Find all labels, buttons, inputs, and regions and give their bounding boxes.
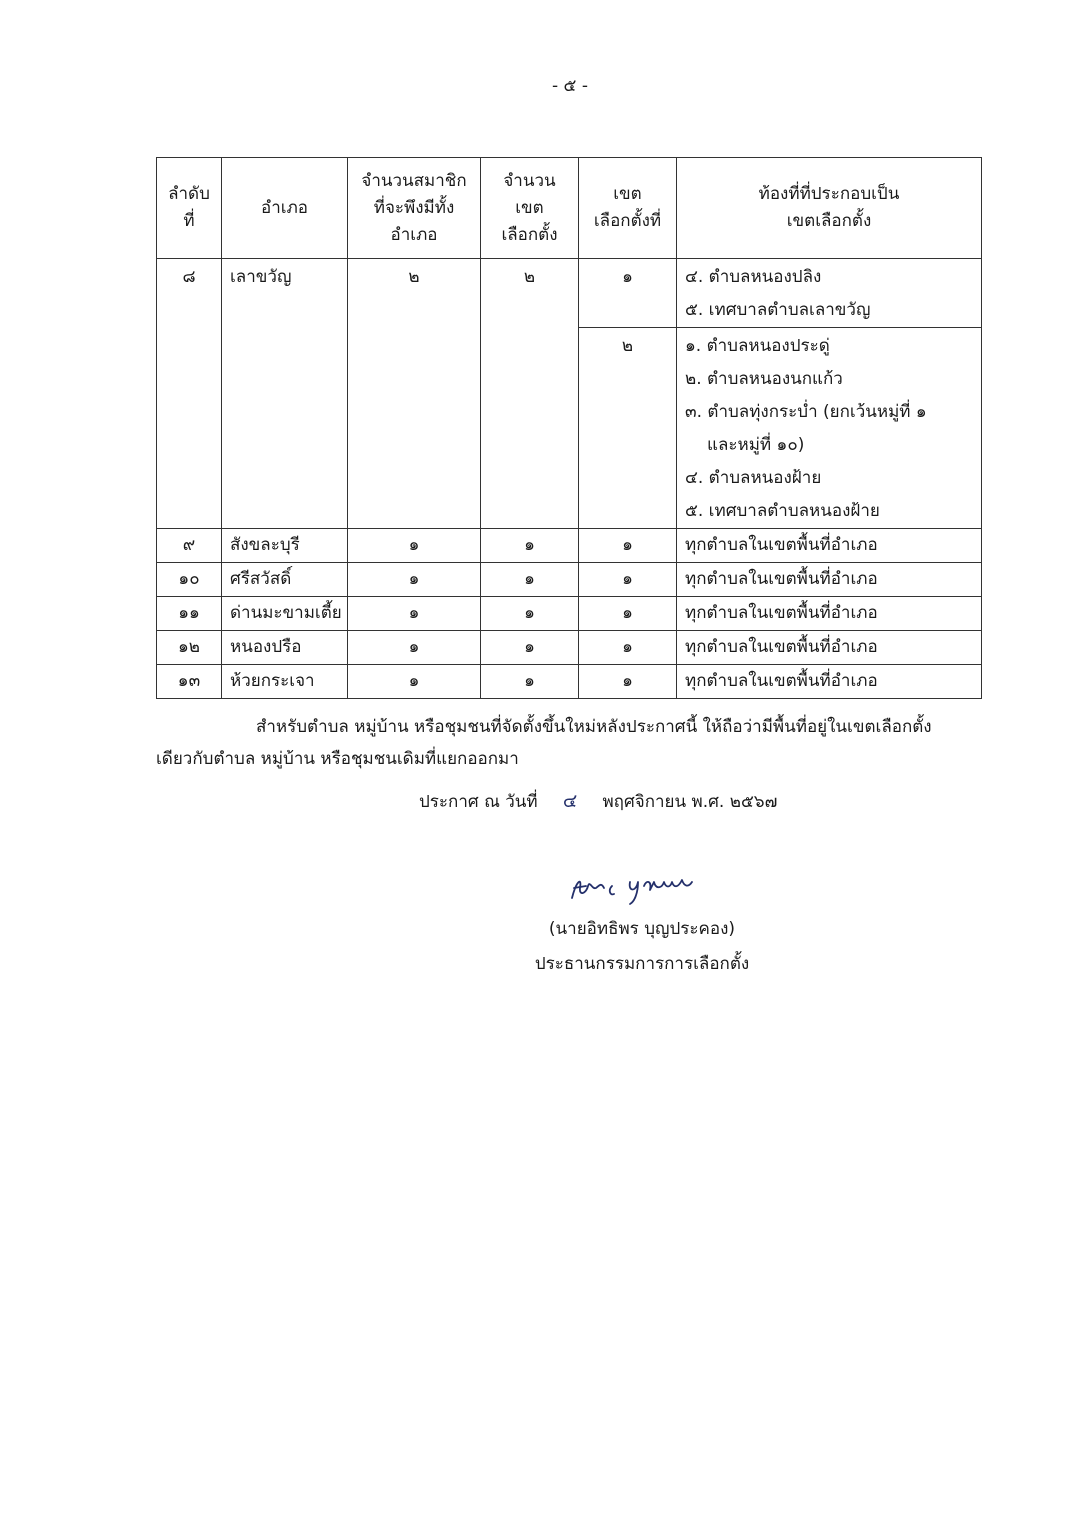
note-line-2: เดียวกับตำบล หมู่บ้าน หรือชุมชนเดิมที่แยกออกมา xyxy=(156,749,519,769)
cell-num-zones: ๑ xyxy=(481,597,579,631)
cell-zone: ๒ xyxy=(579,328,677,529)
area-item: ๔. ตำบลหนองปลิง xyxy=(685,267,822,287)
cell-area: ทุกตำบลในเขตพื้นที่อำเภอ xyxy=(677,631,982,665)
header-no: ลำดับ ที่ xyxy=(157,158,222,259)
cell-zone: ๑ xyxy=(579,597,677,631)
cell-no: ๘ xyxy=(157,259,222,529)
cell-num-zones: ๑ xyxy=(481,563,579,597)
cell-district: ศรีสวัสดิ์ xyxy=(222,563,348,597)
cell-area: ทุกตำบลในเขตพื้นที่อำเภอ xyxy=(677,563,982,597)
cell-no: ๑๓ xyxy=(157,665,222,699)
header-zone: เขต เลือกตั้งที่ xyxy=(579,158,677,259)
table-row xyxy=(157,259,982,328)
cell-num-zones: ๑ xyxy=(481,529,579,563)
page-number: - ๕ - xyxy=(552,76,588,96)
cell-num-zones: ๑ xyxy=(481,665,579,699)
announce-prefix: ประกาศ ณ วันที่ xyxy=(419,792,538,812)
header-members: จำนวนสมาชิก ที่จะพึงมีทั้ง อำเภอ xyxy=(348,158,481,259)
cell-area xyxy=(677,259,982,328)
cell-area: ทุกตำบลในเขตพื้นที่อำเภอ xyxy=(677,597,982,631)
cell-district: ด่านมะขามเตี้ย xyxy=(222,597,348,631)
cell-area: ทุกตำบลในเขตพื้นที่อำเภอ xyxy=(677,529,982,563)
cell-zone: ๑ xyxy=(579,665,677,699)
table-row xyxy=(157,597,982,631)
cell-zone: ๑ xyxy=(579,259,677,328)
table-row xyxy=(157,631,982,665)
area-item: ๓. ตำบลทุ่งกระบ่ำ (ยกเว้นหมู่ที่ ๑ xyxy=(685,402,927,422)
header-district: อำเภอ xyxy=(222,158,348,259)
cell-no: ๙ xyxy=(157,529,222,563)
announce-month-year: พฤศจิกายน พ.ศ. ๒๕๖๗ xyxy=(602,792,778,812)
cell-district: สังขละบุรี xyxy=(222,529,348,563)
cell-district: เลาขวัญ xyxy=(222,259,348,529)
cell-no: ๑๐ xyxy=(157,563,222,597)
area-item: ๑. ตำบลหนองประดู่ xyxy=(685,336,830,356)
cell-area xyxy=(677,328,982,529)
cell-num-zones: ๒ xyxy=(481,259,579,529)
cell-area: ทุกตำบลในเขตพื้นที่อำเภอ xyxy=(677,665,982,699)
table-row xyxy=(157,529,982,563)
area-item: ๕. เทศบาลตำบลเลาขวัญ xyxy=(685,300,871,320)
area-item: ๒. ตำบลหนองนกแก้ว xyxy=(685,369,843,389)
note-paragraph xyxy=(156,711,982,775)
table-row xyxy=(157,665,982,699)
signer-title: ประธานกรรมการการเลือกตั้ง xyxy=(534,954,750,974)
announcement-date xyxy=(419,786,777,816)
cell-members: ๑ xyxy=(348,631,481,665)
area-item: และหมู่ที่ ๑๐) xyxy=(707,435,805,455)
signature xyxy=(566,868,716,912)
area-item: ๕. เทศบาลตำบลหนองฝ้าย xyxy=(685,501,880,521)
cell-members: ๒ xyxy=(348,259,481,529)
cell-no: ๑๒ xyxy=(157,631,222,665)
cell-members: ๑ xyxy=(348,665,481,699)
cell-zone: ๑ xyxy=(579,631,677,665)
note-line-1: สำหรับตำบล หมู่บ้าน หรือชุมชนที่จัดตั้งขึ้นใหม่หลังประกาศนี้ ให้ถือว่ามีพื้นที่อยู่ในเขตเลือกตั้ง xyxy=(256,717,932,737)
cell-members: ๑ xyxy=(348,597,481,631)
cell-district: หนองปรือ xyxy=(222,631,348,665)
cell-zone: ๑ xyxy=(579,563,677,597)
cell-num-zones: ๑ xyxy=(481,631,579,665)
announce-day: ๔ xyxy=(562,790,578,812)
signer-name: (นายอิทธิพร บุญประคอง) xyxy=(548,919,736,939)
cell-no: ๑๑ xyxy=(157,597,222,631)
cell-district: ห้วยกระเจา xyxy=(222,665,348,699)
area-item: ๔. ตำบลหนองฝ้าย xyxy=(685,468,822,488)
header-area: ท้องที่ที่ประกอบเป็น เขตเลือกตั้ง xyxy=(677,158,982,259)
table-row xyxy=(157,563,982,597)
cell-members: ๑ xyxy=(348,529,481,563)
header-num-zones: จำนวน เขต เลือกตั้ง xyxy=(481,158,579,259)
table-header-row xyxy=(157,158,982,259)
cell-zone: ๑ xyxy=(579,529,677,563)
district-zone-table xyxy=(156,157,982,699)
cell-members: ๑ xyxy=(348,563,481,597)
